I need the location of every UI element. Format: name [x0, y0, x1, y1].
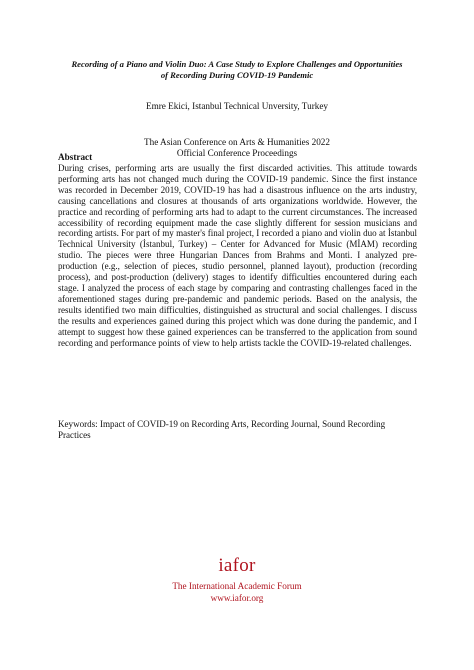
iafor-logo: iafor — [218, 555, 256, 576]
author-line: Emre Ekici, Istanbul Technical Unversity, Turkey — [145, 101, 329, 111]
conference-name: The Asian Conference on Arts & Humanities 2022 — [143, 137, 330, 147]
abstract-body: During crises, performing arts are usually the first discarded activities. This attitude towards performing arts has not changed much during the COVID-19 pandemic. Since the first instance was recorded in December 2019, COVID-19 has had a disastrous influence on the arts industry, causing cancellations and closures at thousands of arts organizations worldwide. However, the practice and recording of performing arts had to adapt to the current circumstances. The increased accessibility of recording equipment made the case slightly different for session musicians and recording artists. For part of my master's final project, I recorded a piano and violin duo at İstanbul Technical University (İstanbul, Turkey) – Center for Advanced for Music (MİAM) recording studio. The pieces were three Hungarian Dances from Brahms and Monti. I analyzed pre-production (e.g., selection of pieces, studio personnel, planned layout), production (recording process), and post-production (delivery) stages to identify difficulties encountered during each stage. I analyzed the process of each stage by comparing and contrasting challenges faced in the aforementioned stages during pre-pandemic and pandemic periods. Based on the analysis, the results identified two main difficulties, distinguished as structural and social challenges. I discuss the results and experiences gained during this project which was done during the pandemic, and I attempt to suggest how these gained experiences can be transferred to the application from sound recording and performance points of view to help artists tackle the COVID-19-related challenges. — [58, 163, 417, 348]
paper-title: Recording of a Piano and Violin Duo: A Case Study to Explore Challenges and Opportunities of Recording During COVID-19 Pandemic — [71, 59, 403, 80]
abstract-heading: Abstract — [58, 152, 93, 162]
keywords: Keywords: Impact of COVID-19 on Recording Arts, Recording Journal, Sound Recording Practices — [58, 419, 386, 440]
website-url: www.iafor.org — [210, 593, 264, 603]
organization-name: The International Academic Forum — [172, 581, 302, 591]
proceedings-label: Official Conference Proceedings — [176, 148, 298, 158]
